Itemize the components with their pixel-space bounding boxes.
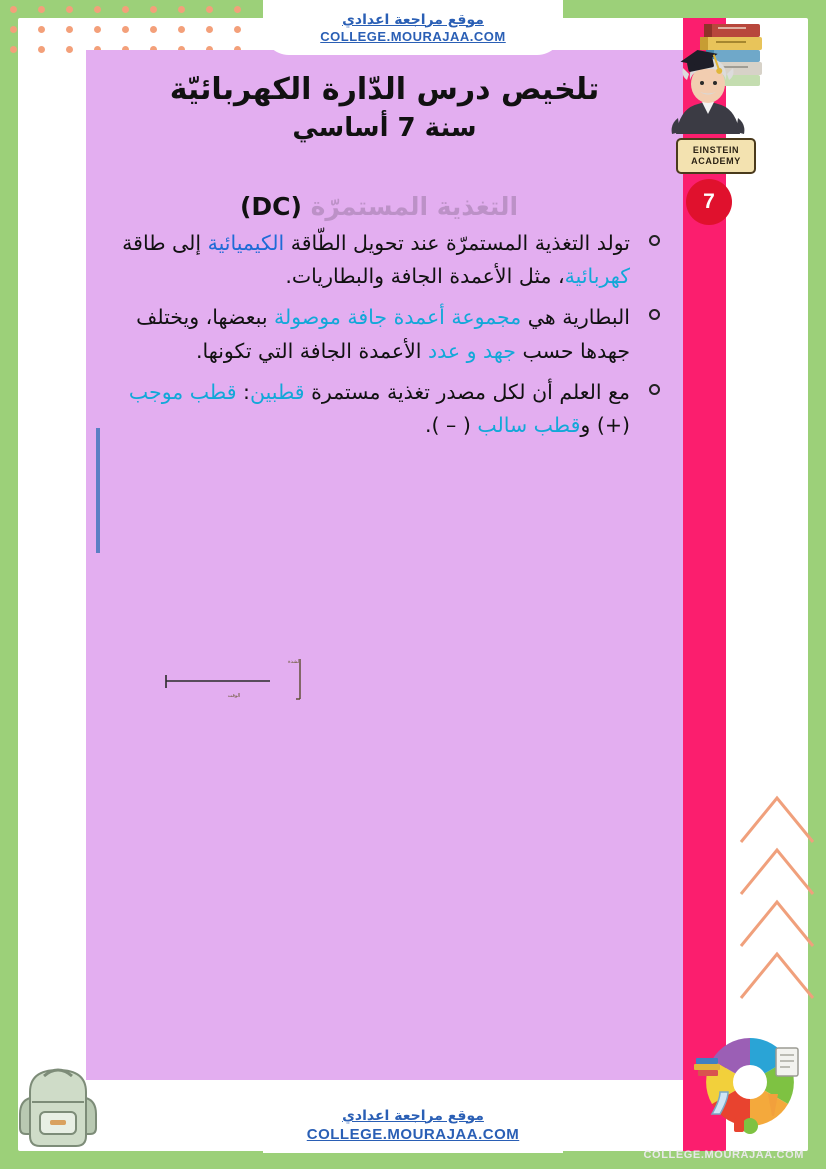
dc-heading — [96, 192, 666, 221]
list-item — [96, 301, 666, 367]
corner-site-url: COLLEGE.MOURAJAA.COM — [643, 1149, 804, 1161]
title-line-1: تلخيص درس الدّارة الكهربائيّة — [169, 72, 600, 107]
bullet-marker-icon — [649, 309, 660, 320]
dc-signal-diagram — [160, 655, 330, 705]
dc-heading-code: (DC) — [239, 192, 302, 221]
list-item — [96, 227, 666, 293]
page-number-badge: 7 — [686, 179, 732, 225]
header-site-url[interactable]: COLLEGE.MOURAJAA.COM — [320, 28, 506, 44]
chevron-decoration — [735, 790, 819, 1030]
header-banner — [263, 0, 563, 55]
dc-heading-text: التغذية المستمرّة — [310, 192, 519, 221]
lesson-content — [96, 192, 666, 450]
bullet-list — [96, 227, 666, 442]
header-site-name: موقع مراجعة اعدادي — [342, 11, 484, 28]
svg-text:الوقت: الوقت — [227, 693, 241, 699]
page-title — [86, 70, 683, 146]
bullet-3-text: مع العلم أن لكل مصدر تغذية مستمرة قطبين: قطب موجب (+) وقطب سالب ( – ). — [128, 379, 630, 438]
bullet-marker-icon — [649, 384, 660, 395]
bullet-marker-icon — [649, 235, 660, 246]
title-line-2: سنة 7 أساسي — [292, 112, 477, 143]
footer-site-url[interactable]: COLLEGE.MOURAJAA.COM — [306, 1125, 520, 1143]
footer-banner — [263, 1097, 563, 1153]
einstein-academy-logo — [662, 6, 766, 178]
backpack-illustration — [10, 1052, 120, 1160]
bullet-1-text: تولد التغذية المستمرّة عند تحويل الطّاقة الكيميائية إلى طاقة كهربائية، مثل الأعمدة الجافة والبطاريات. — [122, 231, 630, 289]
logo-line2: ACADEMY — [691, 156, 741, 166]
bullet-2-text: البطارية هي مجموعة أعمدة جافة موصولة ببعضها، ويختلف جهدها حسب جهد و عدد الأعمدة الجافة التي تكونها. — [136, 305, 630, 363]
footer-site-name: موقع مراجعة اعدادي — [342, 1107, 484, 1124]
logo-line1: EINSTEIN — [692, 144, 740, 155]
education-wheel-illustration — [690, 1022, 810, 1142]
section-rule — [96, 428, 100, 553]
dot-decoration — [0, 0, 270, 52]
svg-text:الشدة: الشدة — [288, 659, 301, 665]
logo-label — [676, 138, 756, 174]
list-item — [96, 376, 666, 442]
